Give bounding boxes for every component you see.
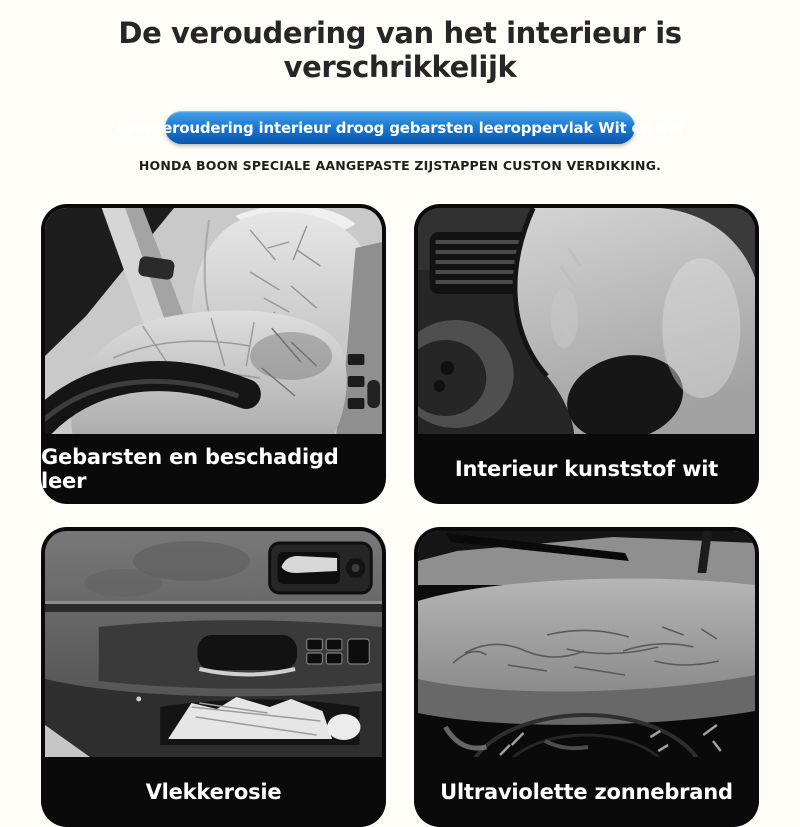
photo-steering-wheel-image bbox=[418, 208, 755, 434]
photo-dashboard-image bbox=[418, 531, 755, 757]
panel-cracked-leather bbox=[41, 204, 386, 504]
panel-stain-erosion bbox=[41, 527, 386, 827]
photo-worn-leather-seat-image bbox=[45, 208, 382, 434]
subtitle: HONDA BOON SPECIALE AANGEPASTE ZIJSTAPPEN CUSTON VERDIKKING. bbox=[138, 158, 662, 173]
feature-badge bbox=[116, 111, 684, 144]
feature-badge-label: Leerveroudering interieur droog gebarsten leeroppervlak Wit en dof bbox=[116, 118, 684, 137]
panel-uv-sunburn bbox=[414, 527, 759, 827]
page-title: De veroudering van het interieur is verschrikkelijk bbox=[118, 16, 682, 84]
panel-plastic-white bbox=[414, 204, 759, 504]
caption-cracked-leather: Gebarsten en beschadigd leer bbox=[41, 445, 339, 493]
caption-plastic-white: Interieur kunststof wit bbox=[454, 457, 719, 481]
photo-grid bbox=[0, 204, 800, 827]
caption-uv-sunburn: Ultraviolette zonnebrand bbox=[440, 780, 733, 804]
photo-door-panel-image bbox=[45, 531, 382, 757]
caption-stain-erosion: Vlekkerosie bbox=[145, 780, 282, 804]
promo-page bbox=[0, 16, 800, 816]
